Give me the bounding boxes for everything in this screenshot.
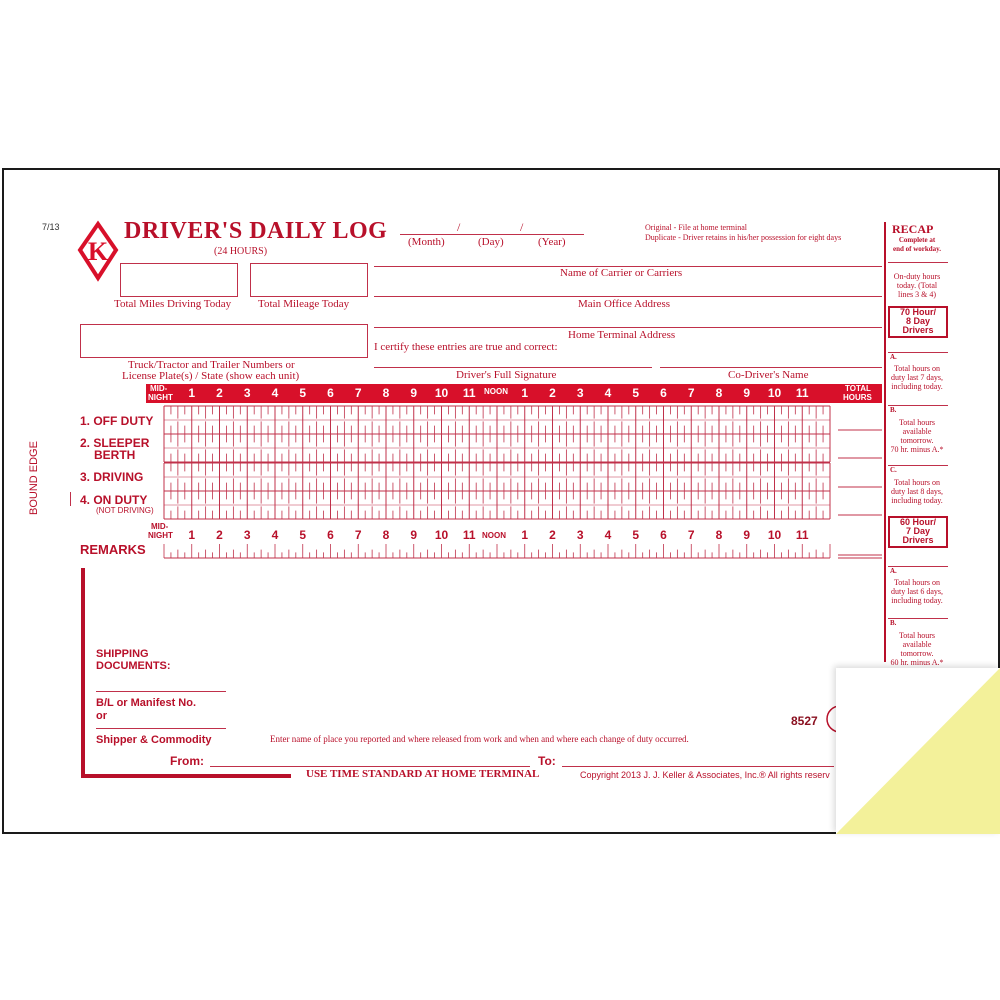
hour-label-top-22: 10 (767, 386, 782, 400)
recap-onduty-note-3: lines 3 & 4) (898, 290, 936, 299)
hour-label-bottom-14: 2 (549, 528, 556, 542)
midnight-top-1: MID- (150, 384, 168, 393)
hour-label-top-4: 4 (271, 386, 279, 400)
box70-line-2: 8 Day (905, 316, 931, 326)
instructions-text: Enter name of place you reported and where released from work and when and where each change of duty occurred. (270, 734, 689, 744)
recap-c70-3: including today. (891, 496, 943, 505)
recap-onduty-note-2: today. (Total (896, 281, 938, 290)
hour-label-top-18: 6 (660, 386, 667, 400)
recap-subtitle-1: Complete at (898, 236, 936, 244)
from-field[interactable] (210, 766, 530, 767)
recap-line-b60 (888, 618, 948, 619)
copyright-text: Copyright 2013 J. J. Keller & Associates, Inc.® All rights reserv (580, 770, 830, 780)
recap-60-hour-box (888, 516, 948, 548)
recap-a70-letter: A. (890, 353, 897, 361)
row-label-driving: 3. DRIVING (80, 470, 144, 484)
recap-b60-4: 60 hr. minus A.* (890, 658, 944, 667)
hour-label-bottom-5: 5 (299, 528, 307, 542)
time-standard-note: USE TIME STANDARD AT HOME TERMINAL (306, 768, 540, 780)
truck-label-2: License Plate(s) / State (show each unit) (122, 370, 300, 382)
recap-b70-4: 70 hr. minus A.* (890, 445, 944, 454)
total-hours-2: HOURS (843, 393, 872, 402)
hour-label-bottom-13: 1 (521, 528, 529, 542)
hour-label-bottom-22: 10 (767, 528, 782, 542)
midnight-top-2: NIGHT (148, 393, 173, 402)
bound-edge-label: BOUND EDGE (28, 441, 40, 515)
recap-a60-2: duty last 6 days, (891, 587, 943, 596)
hour-label-bottom-16: 4 (604, 528, 612, 542)
recap-b60-3: tomorrow. (900, 649, 934, 658)
hour-label-bottom-6: 6 (327, 528, 334, 542)
recap-b60-2: available (902, 640, 932, 649)
recap-a60-1: Total hours on (893, 578, 941, 587)
shipping-docs-label-1: SHIPPING (96, 648, 149, 660)
form-title: DRIVER'S DAILY LOG (124, 218, 388, 244)
remarks-label: REMARKS (80, 542, 146, 557)
shipping-docs-label-2: DOCUMENTS: (96, 660, 171, 672)
hour-label-bottom-2: 2 (216, 528, 223, 542)
hour-label-top-10: 10 (434, 386, 449, 400)
recap-70-hour-box (888, 306, 948, 338)
codriver-label: Co-Driver's Name (728, 369, 809, 381)
hour-label-top-1: 1 (188, 386, 196, 400)
hour-label-top-3: 3 (243, 386, 251, 400)
recap-b70-3: tomorrow. (900, 436, 934, 445)
hour-label-top-20: 8 (715, 386, 723, 400)
row-label-berth: BERTH (94, 448, 136, 462)
date-year-label: (Year) (538, 236, 566, 248)
recap-onduty-note-1: On-duty hours (893, 272, 941, 281)
recap-b70-letter: B. (890, 406, 897, 414)
row-label-sleeper: 2. SLEEPER (80, 436, 150, 450)
box60-line-2: 7 Day (905, 526, 931, 536)
truck-label-1: Truck/Tractor and Trailer Numbers or (128, 359, 295, 371)
main-office-label: Main Office Address (578, 298, 671, 310)
hour-label-top-7: 7 (354, 386, 362, 400)
carrier-label: Name of Carrier or Carriers (560, 267, 683, 279)
certify-label: I certify these entries are true and correct: (374, 341, 558, 353)
recap-a60-letter: A. (890, 567, 897, 575)
recap-b70-2: available (902, 427, 932, 436)
recap-b60-letter: B. (890, 619, 897, 627)
signature-label: Driver's Full Signature (456, 369, 557, 381)
copy-original-note: Original - File at home terminal (645, 223, 747, 232)
recap-line-1 (888, 262, 948, 263)
row-label-off-duty: 1. OFF DUTY (80, 414, 154, 428)
recap-c70-letter: C. (890, 466, 897, 474)
carbon-copy-yellow-corner (836, 668, 1000, 834)
hour-label-bottom-18: 6 (660, 528, 667, 542)
home-terminal-label: Home Terminal Address (568, 329, 676, 341)
row-label-on-duty: 4. ON DUTY (80, 493, 148, 507)
hour-label-bottom-17: 5 (632, 528, 640, 542)
hour-label-bottom-10: 10 (434, 528, 449, 542)
hour-label-bottom-7: 7 (354, 528, 362, 542)
shipper-line (96, 728, 226, 729)
hour-label-top-5: 5 (299, 386, 307, 400)
hour-label-top-21: 9 (743, 386, 751, 400)
to-field[interactable] (562, 766, 834, 767)
hour-label-top-14: 2 (549, 386, 556, 400)
box60-line-1: 60 Hour/ (899, 517, 936, 527)
form-subtitle: (24 HOURS) (214, 246, 268, 257)
recap-line-b70 (888, 405, 948, 406)
hour-label-top-15: 3 (576, 386, 584, 400)
recap-title: RECAP (892, 222, 934, 236)
shipper-label: Shipper & Commodity (96, 734, 212, 746)
hour-label-top-11: 11 (462, 386, 476, 400)
total-mileage-label: Total Mileage Today (258, 298, 350, 310)
hour-label-bottom-20: 8 (715, 528, 723, 542)
form-version: 7/13 (42, 222, 60, 232)
hour-label-top-6: 6 (327, 386, 334, 400)
to-label: To: (538, 754, 556, 768)
hour-label-bottom-15: 3 (576, 528, 584, 542)
box70-line-1: 70 Hour/ (899, 307, 936, 317)
hour-label-top-13: 1 (521, 386, 529, 400)
from-label: From: (170, 754, 204, 768)
date-slash-1: / (457, 220, 461, 234)
svg-text:K: K (87, 237, 109, 266)
hour-label-bottom-3: 3 (243, 528, 251, 542)
hour-label-bottom-8: 8 (382, 528, 390, 542)
hour-label-bottom-4: 4 (271, 528, 279, 542)
hour-label-bottom-9: 9 (410, 528, 418, 542)
hour-label-bottom-21: 9 (743, 528, 751, 542)
remarks-area[interactable] (94, 566, 834, 716)
recap-subtitle-2: end of workday. (892, 245, 942, 253)
date-slash-2: / (520, 220, 524, 234)
total-miles-label: Total Miles Driving Today (114, 298, 232, 310)
remarks-bracket-horizontal (81, 774, 291, 778)
hour-label-top-23: 11 (795, 386, 809, 400)
recap-a60-3: including today. (891, 596, 943, 605)
recap-b70-1: Total hours (898, 418, 936, 427)
hour-label-top-17: 5 (632, 386, 640, 400)
midnight-bottom-1: MID- (151, 522, 169, 531)
bl-label-1: B/L or Manifest No. (96, 697, 197, 709)
hour-label-top-19: 7 (687, 386, 695, 400)
recap-line-c70 (888, 465, 948, 466)
midnight-bottom-2: NIGHT (148, 531, 173, 540)
bound-edge-mark (70, 492, 71, 506)
hour-label-bottom-19: 7 (687, 528, 695, 542)
recap-line-a70 (888, 352, 948, 353)
hour-label-bottom-23: 11 (795, 528, 809, 542)
bl-line (96, 691, 226, 692)
date-month-label: (Month) (408, 236, 445, 248)
hour-label-top-2: 2 (216, 386, 223, 400)
hour-label-top-16: 4 (604, 386, 612, 400)
bl-label-2: or (96, 710, 107, 722)
noon-top: NOON (484, 387, 508, 396)
recap-a70-1: Total hours on (893, 364, 941, 373)
recap-b60-1: Total hours (898, 631, 936, 640)
noon-bottom: NOON (482, 531, 506, 540)
form-number: 8527 (791, 714, 818, 728)
recap-a70-2: duty last 7 days, (891, 373, 943, 382)
copy-duplicate-note: Duplicate - Driver retains in his/her possession for eight days (645, 233, 842, 242)
date-day-label: (Day) (478, 236, 504, 248)
hour-label-bottom-11: 11 (462, 528, 476, 542)
box60-line-3: Drivers (902, 535, 934, 545)
recap-a70-3: including today. (891, 382, 943, 391)
remarks-bracket-vertical (81, 568, 85, 778)
hour-label-top-8: 8 (382, 386, 390, 400)
recap-c70-2: duty last 8 days, (891, 487, 943, 496)
row-label-not-driving: (NOT DRIVING) (96, 506, 154, 515)
recap-line-a60 (888, 566, 948, 567)
hour-label-bottom-1: 1 (188, 528, 196, 542)
hour-label-top-9: 9 (410, 386, 418, 400)
box70-line-3: Drivers (902, 325, 934, 335)
total-hours-1: TOTAL (845, 384, 871, 393)
recap-c70-1: Total hours on (893, 478, 941, 487)
